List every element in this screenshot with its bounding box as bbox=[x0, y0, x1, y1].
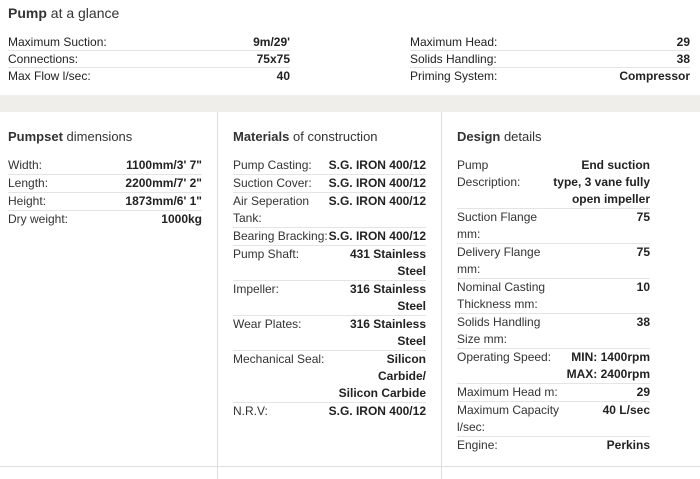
column-divider bbox=[217, 112, 218, 479]
design-title: Design details bbox=[457, 129, 542, 144]
spec-row bbox=[457, 349, 650, 384]
glance-right-column bbox=[410, 34, 690, 85]
details-section bbox=[0, 112, 700, 479]
spec-row bbox=[410, 51, 690, 68]
spec-label: Maximum Capacity l/sec: bbox=[457, 403, 560, 434]
spec-row bbox=[233, 175, 426, 193]
spec-label: Engine: bbox=[457, 438, 498, 452]
spec-value: S.G. IRON 400/12 bbox=[328, 176, 426, 190]
spec-row bbox=[457, 209, 650, 244]
spec-value: Silicon Carbide/ Silicon Carbide bbox=[338, 352, 426, 400]
design-rows bbox=[457, 157, 650, 454]
spec-value: S.G. IRON 400/12 bbox=[328, 158, 426, 172]
spec-row bbox=[457, 384, 650, 402]
spec-row bbox=[8, 211, 202, 228]
spec-row bbox=[233, 157, 426, 175]
spec-label: Solids Handling Size mm: bbox=[457, 315, 541, 346]
spec-row bbox=[457, 279, 650, 314]
spec-label: Impeller: bbox=[233, 282, 280, 296]
spec-row bbox=[410, 68, 690, 85]
glance-left-column bbox=[8, 34, 290, 85]
spec-value: S.G. IRON 400/12 bbox=[328, 229, 426, 243]
spec-row bbox=[457, 437, 650, 454]
column-divider bbox=[441, 112, 442, 479]
spec-value: Compressor bbox=[619, 69, 690, 83]
spec-value: 40 bbox=[276, 69, 290, 83]
spec-label: Length: bbox=[8, 176, 49, 190]
spec-label: Max Flow l/sec: bbox=[8, 69, 91, 83]
glance-title: Pump at a glance bbox=[8, 5, 120, 21]
spec-row bbox=[233, 281, 426, 316]
materials-title: Materials of construction bbox=[233, 129, 378, 144]
spec-value: 1000kg bbox=[161, 212, 202, 226]
pump-at-a-glance-section bbox=[0, 0, 700, 95]
spec-label: Pump Casting: bbox=[233, 158, 312, 172]
section-divider-band bbox=[0, 95, 700, 112]
spec-value: Perkins bbox=[606, 438, 650, 452]
spec-row bbox=[8, 175, 202, 193]
spec-value: 431 Stainless Steel bbox=[349, 247, 426, 278]
spec-value: 1873mm/6' 1" bbox=[125, 194, 202, 208]
spec-row bbox=[233, 193, 426, 228]
spec-value: 75 bbox=[636, 245, 650, 259]
spec-row bbox=[8, 68, 290, 85]
spec-row bbox=[233, 403, 426, 420]
spec-label: Delivery Flange mm: bbox=[457, 245, 541, 276]
spec-row bbox=[457, 157, 650, 209]
spec-label: Suction Flange mm: bbox=[457, 210, 538, 241]
spec-value: 1100mm/3' 7" bbox=[126, 158, 202, 172]
spec-value: 316 Stainless Steel bbox=[349, 317, 426, 348]
spec-value: S.G. IRON 400/12 bbox=[328, 194, 426, 208]
spec-label: Maximum Head m: bbox=[457, 385, 558, 399]
pumpset-title: Pumpset dimensions bbox=[8, 129, 133, 144]
spec-label: Width: bbox=[8, 158, 43, 172]
spec-label: Nominal Casting Thickness mm: bbox=[457, 280, 546, 311]
spec-row bbox=[233, 351, 426, 403]
spec-label: Priming System: bbox=[410, 69, 498, 83]
spec-label: Connections: bbox=[8, 52, 79, 66]
spec-value: 29 bbox=[636, 385, 650, 399]
spec-value: 9m/29' bbox=[253, 35, 290, 49]
spec-row bbox=[8, 51, 290, 68]
spec-value: S.G. IRON 400/12 bbox=[328, 404, 426, 418]
spec-row bbox=[8, 157, 202, 175]
spec-value: 38 bbox=[636, 315, 650, 329]
spec-value: 29 bbox=[676, 35, 690, 49]
spec-label: Solids Handling: bbox=[410, 52, 497, 66]
spec-row bbox=[8, 193, 202, 211]
spec-label: Pump Shaft: bbox=[233, 247, 300, 261]
spec-row bbox=[410, 34, 690, 51]
spec-value: 75 bbox=[636, 210, 650, 224]
pumpset-rows bbox=[8, 157, 202, 228]
spec-value: End suction type, 3 vane fully open impeller bbox=[553, 158, 650, 206]
spec-row bbox=[457, 244, 650, 279]
spec-row bbox=[457, 314, 650, 349]
spec-row bbox=[233, 246, 426, 281]
spec-value: 38 bbox=[676, 52, 690, 66]
spec-label: Air Seperation Tank: bbox=[233, 194, 310, 225]
materials-rows bbox=[233, 157, 426, 420]
spec-value: 2200mm/7' 2" bbox=[125, 176, 202, 190]
spec-row bbox=[233, 228, 426, 246]
spec-label: Mechanical Seal: bbox=[233, 352, 325, 366]
bottom-divider bbox=[0, 466, 700, 467]
spec-row bbox=[233, 316, 426, 351]
spec-label: N.R.V: bbox=[233, 404, 268, 418]
spec-label: Dry weight: bbox=[8, 212, 69, 226]
spec-value: 316 Stainless Steel bbox=[349, 282, 426, 313]
spec-value: MIN: 1400rpm MAX: 2400rpm bbox=[566, 350, 650, 381]
spec-label: Operating Speed: bbox=[457, 350, 552, 364]
spec-value: 10 bbox=[636, 280, 650, 294]
spec-value: 75x75 bbox=[256, 52, 290, 66]
spec-label: Maximum Head: bbox=[410, 35, 498, 49]
spec-label: Height: bbox=[8, 194, 47, 208]
spec-row bbox=[457, 402, 650, 437]
spec-label: Bearing Bracking: bbox=[233, 229, 328, 243]
spec-label: Wear Plates: bbox=[233, 317, 302, 331]
spec-label: Suction Cover: bbox=[233, 176, 312, 190]
spec-value: 40 L/sec bbox=[602, 403, 650, 417]
spec-label: Pump Description: bbox=[457, 158, 521, 189]
spec-row bbox=[8, 34, 290, 51]
spec-label: Maximum Suction: bbox=[8, 35, 107, 49]
